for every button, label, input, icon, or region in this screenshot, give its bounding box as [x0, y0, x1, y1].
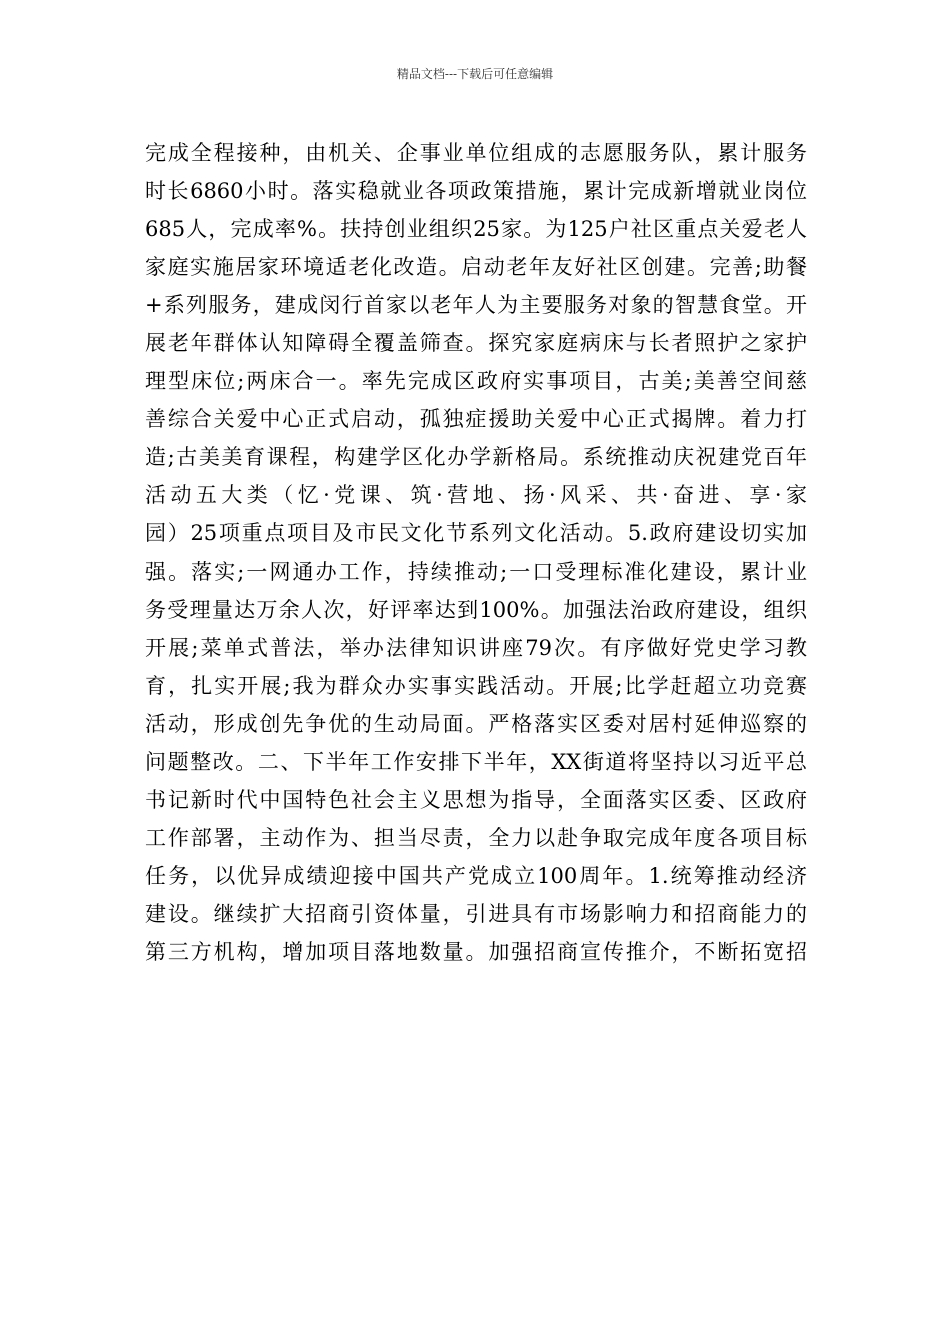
body-line: 建设。继续扩大招商引资体量，引进具有市场影响力和招商能力的 [145, 901, 807, 926]
body-line: 展老年群体认知障碍全覆盖筛查。探究家庭病床与长者照护之家护 [145, 331, 807, 356]
body-line: 开展;菜单式普法，举办法律知识讲座79次。有序做好党史学习教 [145, 635, 807, 660]
body-line: 育，扎实开展;我为群众办实事实践活动。开展;比学赶超立功竞赛 [145, 673, 807, 698]
document-body [145, 134, 807, 971]
body-line: 家庭实施居家环境适老化改造。启动老年友好社区创建。完善;助餐 [145, 255, 807, 280]
body-line: 第三方机构，增加项目落地数量。加强招商宣传推介，不断拓宽招 [145, 939, 807, 964]
body-line: 685人，完成率%。扶持创业组织25家。为125户社区重点关爱老人 [145, 217, 807, 242]
body-line: 强。落实;一网通办工作，持续推动;一口受理标准化建设，累计业 [145, 559, 807, 584]
body-line: 务受理量达万余人次，好评率达到100%。加强法治政府建设，组织 [145, 597, 807, 622]
body-line: 园）25项重点项目及市民文化节系列文化活动。5.政府建设切实加 [145, 521, 807, 546]
body-line: 活动五大类（忆·党课、筑·营地、扬·风采、共·奋进、享·家 [145, 483, 807, 508]
body-line: 任务，以优异成绩迎接中国共产党成立100周年。1.统筹推动经济 [145, 863, 807, 888]
page-header: 精品文档---下载后可任意编辑 [396, 67, 554, 81]
body-line: 工作部署，主动作为、担当尽责，全力以赴争取完成年度各项目标 [145, 825, 807, 850]
body-line: 造;古美美育课程，构建学区化办学新格局。系统推动庆祝建党百年 [145, 445, 807, 470]
body-line: 理型床位;两床合一。率先完成区政府实事项目，古美;美善空间慈 [145, 369, 807, 394]
body-line: 善综合关爱中心正式启动，孤独症援助关爱中心正式揭牌。着力打 [145, 407, 807, 432]
body-line: 完成全程接种，由机关、企事业单位组成的志愿服务队，累计服务 [145, 141, 807, 165]
body-line: 时长6860小时。落实稳就业各项政策措施，累计完成新增就业岗位 [145, 179, 807, 204]
body-line: 活动，形成创先争优的生动局面。严格落实区委对居村延伸巡察的 [145, 711, 807, 736]
body-line: 问题整改。二、下半年工作安排下半年，XX街道将坚持以习近平总 [145, 749, 807, 774]
body-line: 书记新时代中国特色社会主义思想为指导，全面落实区委、区政府 [145, 787, 807, 812]
body-line: +系列服务，建成闵行首家以老年人为主要服务对象的智慧食堂。开 [145, 293, 807, 318]
